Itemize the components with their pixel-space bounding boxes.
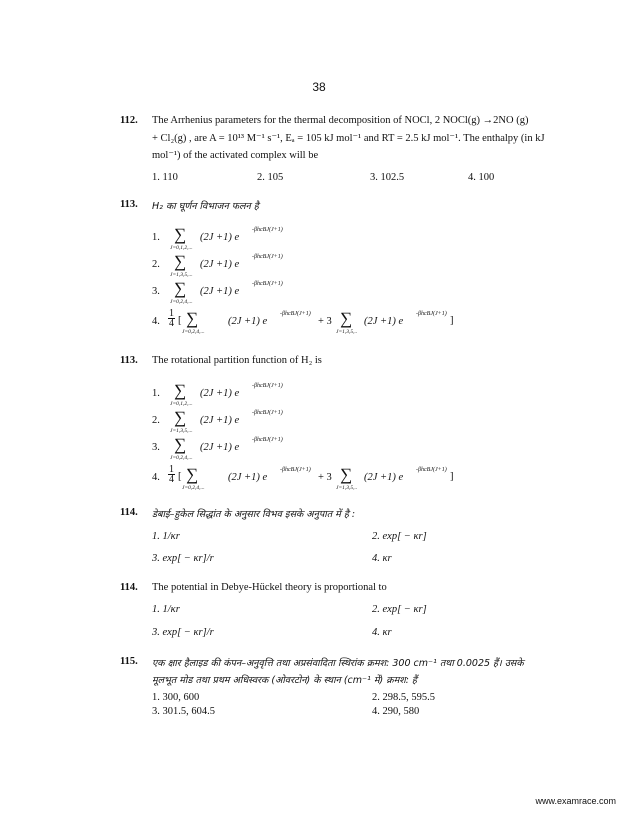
sum-limit: J=0,2,4,... xyxy=(182,485,205,491)
formula-exponent: -βhcBJ(J+1) xyxy=(280,467,311,473)
formula-exponent: -βhcBJ(J+1) xyxy=(252,254,283,260)
close-bracket: ] xyxy=(450,471,454,482)
question-112-option-1: 1. 110 xyxy=(152,172,178,183)
question-114-english-option-1: 1. 1/κr xyxy=(152,604,180,615)
open-bracket: [ xyxy=(178,471,182,482)
sum-symbol: ∑ xyxy=(174,435,187,454)
sum-symbol: ∑ xyxy=(174,225,187,244)
question-114-hindi-option-3: 3. exp[ − κr]/r xyxy=(152,553,214,564)
sum-limit: J=1,3,5,... xyxy=(170,272,193,278)
question-113-hindi-number: 113. xyxy=(120,199,138,210)
sum-symbol: ∑ xyxy=(340,465,353,484)
question-115-option-2: 2. 298.5, 595.5 xyxy=(372,692,435,703)
formula-option-3-number: 3. xyxy=(152,442,160,453)
question-115-number: 115. xyxy=(120,656,138,667)
question-113-english-text: The rotational partition function of H₂ is xyxy=(152,355,322,366)
question-112-option-3: 3. 102.5 xyxy=(370,172,405,183)
sum-symbol: ∑ xyxy=(340,309,353,328)
question-113-hindi-text: H₂ का घूर्णन विभाजन फलन है xyxy=(152,201,259,212)
formula-exponent: -βhcBJ(J+1) xyxy=(252,227,283,233)
formula-term: (2J +1) e xyxy=(228,316,268,327)
question-114-hindi-number: 114. xyxy=(120,507,138,518)
sum-limit: J=1,3,5,... xyxy=(170,428,193,434)
question-112-number: 112. xyxy=(120,115,138,126)
question-112-line1: The Arrhenius parameters for the thermal decomposition of NOCl, 2 NOCl(g) →2NO (g) xyxy=(152,115,529,126)
question-113-english-number: 113. xyxy=(120,355,138,366)
formula-option-3-number: 3. xyxy=(152,286,160,297)
sum-symbol: ∑ xyxy=(186,465,199,484)
formula-option-4-number: 4. xyxy=(152,472,160,483)
formula-exponent: -βhcBJ(J+1) xyxy=(252,281,283,287)
question-114-hindi-option-4: 4. κr xyxy=(372,553,392,564)
sum-symbol: ∑ xyxy=(174,408,187,427)
question-115-option-3: 3. 301.5, 604.5 xyxy=(152,706,215,717)
formula-term: (2J +1) e xyxy=(200,232,240,243)
formula-option-1-number: 1. xyxy=(152,388,160,399)
formula-exponent: -βhcBJ(J+1) xyxy=(280,311,311,317)
question-114-english-text: The potential in Debye-Hückel theory is proportional to xyxy=(152,582,387,593)
sum-limit: J=0,2,4,... xyxy=(170,455,193,461)
fraction xyxy=(168,465,175,484)
formula-term: (2J +1) e xyxy=(228,472,268,483)
formula-term: (2J +1) e xyxy=(200,286,240,297)
question-114-hindi-option-1: 1. 1/κr xyxy=(152,531,180,542)
formula-option-1-number: 1. xyxy=(152,232,160,243)
fraction-denominator: 4 xyxy=(169,474,174,485)
question-115-option-1: 1. 300, 600 xyxy=(152,692,200,703)
formula-exponent: -βhcBJ(J+1) xyxy=(416,311,447,317)
fraction-denominator: 4 xyxy=(169,318,174,329)
question-115-option-4: 4. 290, 580 xyxy=(372,706,420,717)
question-112-line2: + Cl₂(g) , are A = 10¹³ M⁻¹ s⁻¹, Eₐ = 105 kJ mol⁻¹ and RT = 2.5 kJ mol⁻¹. The enthalpy (in kJ xyxy=(152,133,545,144)
formula-term: (2J +1) e xyxy=(364,472,404,483)
question-112-line3: mol⁻¹) of the activated complex will be xyxy=(152,150,319,161)
sum-symbol: ∑ xyxy=(174,279,187,298)
fraction-numerator: 1 xyxy=(169,464,174,475)
formula-option-4-number: 4. xyxy=(152,316,160,327)
formula-exponent: -βhcBJ(J+1) xyxy=(416,467,447,473)
question-112-option-4: 4. 100 xyxy=(468,172,495,183)
question-115-line2: मूलभूत मोड तथा प्रथम अधिस्वरक (ओवरटोन) के स्थान (cm⁻¹ में) क्रमश: हैं xyxy=(152,675,417,686)
sum-limit: J=0,1,2,... xyxy=(170,245,193,251)
sum-limit: J=0,1,2,... xyxy=(170,401,193,407)
question-114-english-option-3: 3. exp[ − κr]/r xyxy=(152,627,214,638)
fraction-numerator: 1 xyxy=(169,308,174,319)
plus-three: + 3 xyxy=(318,472,332,483)
sum-symbol: ∑ xyxy=(174,252,187,271)
sum-limit: J=1,3,5,.. xyxy=(336,329,358,335)
formula-term: (2J +1) e xyxy=(200,415,240,426)
formula-option-2-number: 2. xyxy=(152,259,160,270)
question-114-hindi-option-2: 2. exp[ − κr] xyxy=(372,531,427,542)
open-bracket: [ xyxy=(178,315,182,326)
formula-term: (2J +1) e xyxy=(200,259,240,270)
sum-limit: J=1,3,5,.. xyxy=(336,485,358,491)
formula-exponent: -βhcBJ(J+1) xyxy=(252,410,283,416)
question-114-english-option-4: 4. κr xyxy=(372,627,392,638)
question-115-line1: एक क्षार हैलाइड की कंपन–अनुवृत्ति तथा अप्रसंवादिता स्थिरांक क्रमश: 300 cm⁻¹ तथा 0.0025 हैं। उसके xyxy=(152,658,524,669)
question-114-english-option-2: 2. exp[ − κr] xyxy=(372,604,427,615)
formula-exponent: -βhcBJ(J+1) xyxy=(252,437,283,443)
formula-term: (2J +1) e xyxy=(200,388,240,399)
formula-term: (2J +1) e xyxy=(200,442,240,453)
plus-three: + 3 xyxy=(318,316,332,327)
formula-exponent: -βhcBJ(J+1) xyxy=(252,383,283,389)
question-114-hindi-text: डेबाई–हुकेल सिद्धांत के अनुसार विभव इसके अनुपात में है : xyxy=(152,509,356,520)
sum-symbol: ∑ xyxy=(174,381,187,400)
footer-website: www.examrace.com xyxy=(535,796,616,806)
sum-limit: J=0,2,4,... xyxy=(170,299,193,305)
sum-symbol: ∑ xyxy=(186,309,199,328)
close-bracket: ] xyxy=(450,315,454,326)
fraction xyxy=(168,309,175,328)
question-114-english-number: 114. xyxy=(120,582,138,593)
formula-term: (2J +1) e xyxy=(364,316,404,327)
formula-option-2-number: 2. xyxy=(152,415,160,426)
sum-limit: J=0,2,4,... xyxy=(182,329,205,335)
page-number: 38 xyxy=(312,80,326,94)
question-112-option-2: 2. 105 xyxy=(257,172,284,183)
